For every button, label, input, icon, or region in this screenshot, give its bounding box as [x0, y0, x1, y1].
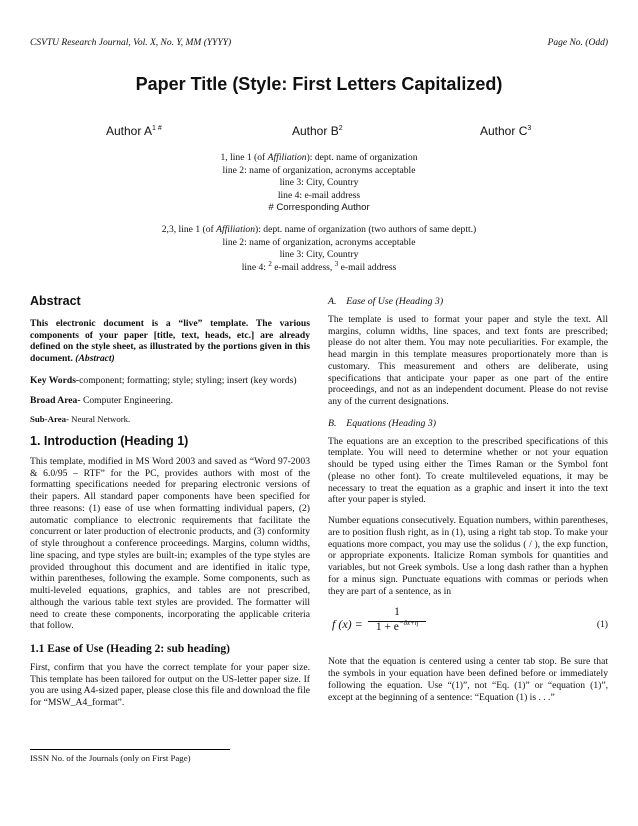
affil1-line3: line 3: City, Country: [279, 177, 359, 188]
intro-heading: 1. Introduction (Heading 1): [30, 434, 189, 448]
affil1-line4: line 4: e-mail address: [277, 189, 361, 201]
footnote-issn: ISSN No. of the Journals (only on First Page): [30, 753, 191, 763]
equation-denominator: $1 + e^{-\delta x+\eta}$: [375, 619, 419, 633]
equation-numerator: 1: [368, 607, 426, 622]
running-header-page: Page No. (Odd): [547, 38, 608, 48]
subsection-heading: 1.1 Ease of Use (Heading 2: sub heading): [30, 643, 230, 655]
right-column: [328, 296, 608, 703]
author-b-sup: 2: [338, 125, 343, 132]
equation-fraction: [368, 607, 426, 634]
broad-area: Broad Area- Computer Engineering.: [30, 394, 173, 406]
affil2-line2: line 2: name of organization, acronyms acceptable: [222, 236, 416, 248]
left-column: [30, 296, 310, 709]
affiliation-block-2: [120, 224, 518, 274]
equations-body-1: The equations are an exception to the prescribed specifications of this template. You will need to determine whether or not your equation should be typed using either the Times Raman or the Symbol font (please no other font). To create multileveled equations, it may be necessary to treat the equation as a graphic and insert it into the text after your paper is styled.: [328, 435, 608, 506]
footnote-rule: [30, 749, 230, 750]
author-b: Author $B^2$: [292, 124, 343, 138]
author-a: Author $A^{1 \#}$: [106, 124, 162, 138]
intro-body: This template, modified in MS Word 2003 and saved as “Word 97-2003 & 6.0/95 – RTF” for the PC, provides authors with most of the formatting specifications needed for preparing electronic versions of their papers. All standard paper components have been specified for three reasons: (1) ease of use when formatting individual papers, (2) automatic compliance to electronic requirements that facilitate the concurrent or later production of electronic products, and (3) conformity of style throughout a conference proceedings. Margins, column widths, line spacing, and type styles are built-in; examples of the type styles are provided throughout this document and are identified in italic type, within parentheses, following the example. Some components, such as multi-leveled equations, graphics, and tables are not prescribed, although the various table text styles are provided. The formatter will need to create these components, incorporating the applicable criteria that follow.: [30, 455, 310, 632]
author-c-sup: 3: [527, 125, 532, 132]
paper-title: Paper Title (Style: First Letters Capitalized): [135, 74, 503, 94]
corresponding-author: # Corresponding Author: [268, 202, 370, 213]
affil1-line2: line 2: name of organization, acronyms acceptable: [222, 164, 416, 176]
affiliation-block-1: [120, 152, 518, 215]
heading-3-equations: B. Equations (Heading 3): [328, 417, 437, 429]
equation-number: (1): [596, 619, 608, 631]
running-header-journal: CSVTU Research Journal, Vol. X, No. Y, MM (YYYY): [30, 38, 232, 48]
author-c: Author $C^3$: [480, 124, 532, 138]
equation-lhs: f (x) =: [332, 617, 363, 632]
equation-1: [328, 607, 608, 647]
abstract-heading: Abstract: [30, 294, 81, 308]
author-a-sup: 1 #: [152, 125, 162, 132]
abstract-body: This electronic document is a “live” template. The various components of your paper [title, text, heads, etc.] are already defined on the style sheet, as illustrated by the portions given in this document. (Abstract): [30, 317, 310, 364]
affil2-line4: line 4: $^2$ e-mail address, $^3$ e-mail address: [241, 259, 397, 273]
ease-of-use-body: The template is used to format your paper and style the text. All margins, column widths, line spaces, and text fonts are prescribed; please do not alter them. You may note peculiarities. For example, the head margin in this template measures proportionately more than is customary. This measurement and others are deliberate, using specifications that anticipate your paper as one part of the entire proceedings, and not as an independent document. Please do not revise any of the current designations.: [328, 313, 608, 407]
heading-3-ease-of-use: A. Ease of Use (Heading 3): [328, 296, 444, 307]
subsection-body: First, confirm that you have the correct template for your paper size. This template has been tailored for output on the US-letter paper size. If you are using A4-sized paper, please close this file and download the file for “MSW_A4_format”.: [30, 661, 310, 708]
equations-body-2: Number equations consecutively. Equation numbers, within parentheses, are to position flush right, as in (1), using a right tab stop. To make your equations more compact, you may use the solidus ( / ), the exp function, or appropriate exponents. Italicize Roman symbols for quantities and variables, but not Greek symbols. Use a long dash rather than a hyphen for a minus sign. Punctuate equations with commas or periods when they are part of a sentence, as in: [328, 515, 608, 597]
equations-body-3: Note that the equation is centered using a center tab stop. Be sure that the symbols in your equation have been defined before or immediately following the equation. Use “(1)”, not “Eq. (1)” or “equation (1)”, except at the beginning of a sentence: “Equation (1) is . . .”: [328, 656, 608, 703]
affil2-line3: line 3: City, Country: [279, 249, 359, 260]
affil2-line1: 2,3, line 1 (of Affiliation): dept. name of organization (two authors of same deptt.): [161, 224, 477, 235]
sub-area: Sub-Area- Neural Network.: [30, 414, 131, 425]
keywords: Key Words-component; formatting; style; styling; insert (key words): [30, 374, 297, 386]
affil1-line1: 1, line 1 (of Affiliation): dept. name of organization: [220, 152, 418, 163]
